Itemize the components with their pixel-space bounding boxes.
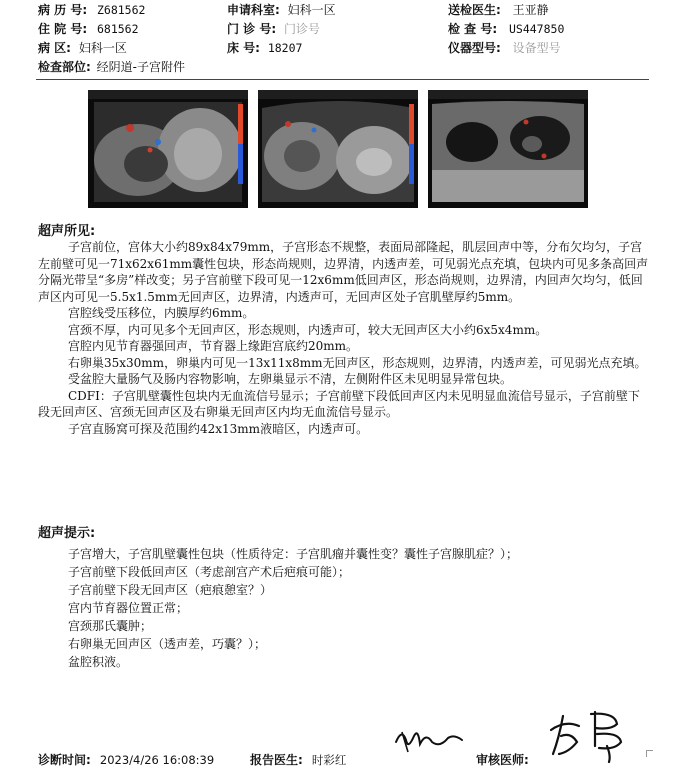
outpatient-number-row	[227, 20, 320, 38]
findings-paragraph: 右卵巢35x30mm，卵巢内可见一13x11x8mm无回声区，形态规则，边界清，内透声差，可见弱光点充填。	[68, 355, 647, 370]
findings-body	[38, 239, 650, 437]
findings-paragraph: 宫颈不厚，内可见多个无回声区，形态规则，内透声可，较大无回声区大小约6x5x4mm。	[68, 322, 548, 337]
ultrasound-image-1	[88, 90, 248, 208]
ultrasound-image-3	[428, 90, 588, 208]
ward-row	[38, 39, 127, 57]
diagnosis-time-value: 2023/4/26 16:08:39	[99, 753, 215, 767]
impression-line: 宫颈那氏囊肿；	[68, 619, 153, 633]
impression-line: 子宫增大，子宫肌壁囊性包块（性质待定：子宫肌瘤并囊性变？囊性子宫腺肌症？）；	[68, 547, 519, 561]
exam-number-value: US447850	[508, 22, 565, 36]
send-doctor-row	[448, 1, 549, 19]
impression-line: 宫内节育器位置正常；	[68, 601, 189, 615]
bed-row	[227, 39, 302, 57]
exam-site-label: 检查部位:	[38, 60, 91, 74]
inpatient-number-row	[38, 20, 139, 38]
report-doctor-signature	[392, 722, 464, 756]
device-label: 仪器型号:	[448, 41, 501, 55]
request-dept-label: 申请科室:	[227, 3, 280, 17]
case-number-value: Z681562	[96, 3, 146, 17]
diagnosis-time-row	[38, 749, 214, 768]
bed-value: 18207	[267, 41, 303, 55]
findings-title: 超声所见:	[38, 224, 96, 239]
request-dept-value: 妇科一区	[287, 3, 336, 17]
impression-line: 子宫前壁下段低回声区（考虑剖宫产术后疤痕可能）；	[68, 565, 351, 579]
report-doctor-value: 时彩红	[311, 753, 347, 767]
findings-paragraph: 子宫前位，宫体大小约89x84x79mm，子宫形态不规整，表面局部隆起，肌层回声中等，分布欠均匀，子宫左前壁可见一71x62x61mm囊性包块，形态尚规则，边界清，内透声差，可见弱光点充填，包块内可见多条高回声分隔光带呈“多房”样改变；另子宫前壁下段可见一12x6mm低回声区，形态尚规则，边界清，内回声欠均匀，低回声区内可见一5.5x1.5mm无回声区，边界清，内透声可，无回声区处子宫肌壁厚约5mm。	[38, 240, 649, 304]
impression-body	[68, 545, 648, 671]
report-doctor-label: 报告医生:	[250, 753, 303, 767]
case-number-label: 病 历 号:	[38, 3, 88, 17]
header-divider	[36, 79, 649, 80]
ward-value: 妇科一区	[78, 41, 127, 55]
case-number-row	[38, 1, 145, 19]
review-doctor-signature	[545, 706, 631, 764]
inpatient-number-value: 681562	[96, 22, 139, 36]
impression-line: 右卵巢无回声区（透声差，巧囊？）；	[68, 637, 267, 651]
exam-number-row	[448, 20, 564, 38]
outpatient-number-value: 门诊号	[283, 22, 320, 36]
findings-paragraph: 子宫直肠窝可探及范围约42x13mm液暗区，内透声可。	[68, 421, 369, 436]
send-doctor-label: 送检医生:	[448, 3, 501, 17]
review-doctor-row	[476, 749, 529, 768]
device-row	[448, 39, 561, 57]
exam-number-label: 检 查 号:	[448, 22, 498, 36]
impression-title: 超声提示:	[38, 526, 96, 541]
exam-site-row	[38, 58, 185, 76]
review-doctor-label: 审核医师:	[476, 753, 529, 767]
ward-label: 病 区:	[38, 41, 71, 55]
request-dept-row	[227, 1, 336, 19]
diagnosis-time-label: 诊断时间:	[38, 753, 91, 767]
outpatient-number-label: 门 诊 号:	[227, 22, 277, 36]
findings-paragraph: CDFI：子宫肌壁囊性包块内无血流信号显示；子宫前壁下段低回声区内未见明显血流信号显示，子宫前壁下段无回声区、宫颈无回声区及右卵巢无回声区内均无血流信号显示。	[38, 388, 640, 419]
exam-site-value: 经阴道-子宫附件	[96, 60, 185, 74]
impression-line: 子宫前壁下段无回声区（疤痕憩室？）	[68, 583, 273, 597]
inpatient-number-label: 住 院 号:	[38, 22, 88, 36]
impression-line: 盆腔积液。	[68, 655, 129, 669]
device-value: 设备型号	[512, 41, 561, 55]
corner-mark	[646, 750, 653, 757]
findings-paragraph: 受盆腔大量肠气及肠内容物影响，左卵巢显示不清，左侧附件区未见明显异常包块。	[68, 372, 513, 386]
report-doctor-row	[250, 749, 346, 768]
send-doctor-value: 王亚静	[512, 3, 549, 17]
findings-paragraph: 宫腔内见节育器强回声，节育器上缘距宫底约20mm。	[68, 339, 359, 353]
findings-paragraph: 宫腔线受压移位，内膜厚约6mm。	[68, 306, 255, 320]
bed-label: 床 号:	[227, 41, 260, 55]
ultrasound-image-2	[258, 90, 418, 208]
